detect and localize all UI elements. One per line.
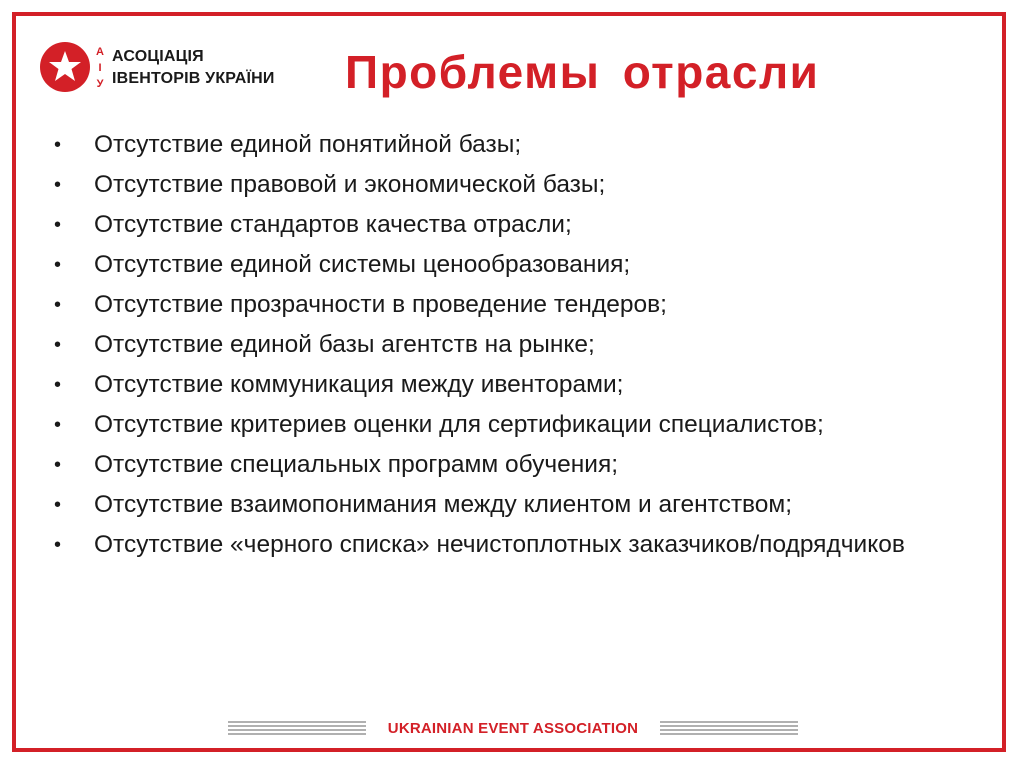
footer [228, 718, 798, 744]
bullet-marker: • [54, 454, 62, 476]
bullet-marker: • [54, 254, 62, 276]
list-item [50, 528, 982, 562]
list-item [50, 488, 982, 522]
logo-vertical-letters [95, 44, 105, 92]
bullet-marker: • [54, 294, 62, 316]
bullet-marker: • [54, 374, 62, 396]
bullet-marker: • [54, 414, 62, 436]
logo-text [112, 46, 275, 90]
list-item [50, 128, 982, 162]
list-item-text: Отсутствие стандартов качества отрасли; [94, 211, 572, 238]
logo-letter: А [96, 46, 104, 58]
list-item [50, 328, 982, 362]
page-title: Проблемы отрасли [345, 46, 820, 98]
bullet-marker: • [54, 494, 62, 516]
list-item [50, 408, 982, 442]
list-item [50, 288, 982, 322]
list-item-text: Отсутствие специальных программ обучения; [94, 451, 619, 478]
association-logo [40, 40, 275, 96]
footer-text: UKRAINIAN EVENT ASSOCIATION [387, 720, 639, 737]
list-item-text: Отсутствие единой системы ценообразования; [94, 251, 631, 278]
bullet-marker: • [54, 174, 62, 196]
bullet-marker: • [54, 334, 62, 356]
bullet-marker: • [54, 534, 62, 556]
list-item [50, 248, 982, 282]
logo-line-2: ІВЕНТОРІВ УКРАЇНИ [112, 70, 275, 87]
logo-letter: І [98, 62, 102, 74]
footer-lines-right [660, 721, 798, 739]
list-item [50, 168, 982, 202]
bullet-marker: • [54, 134, 62, 156]
list-item [50, 368, 982, 402]
list-item-text: Отсутствие правовой и экономической базы; [94, 171, 606, 198]
bullet-marker: • [54, 214, 62, 236]
list-item-text: Отсутствие «черного списка» нечистоплотных заказчиков/подрядчиков [94, 531, 905, 558]
logo-letter: У [96, 78, 104, 90]
list-item-text: Отсутствие взаимопонимания между клиентом и агентством; [94, 491, 793, 518]
list-item [50, 208, 982, 242]
list-item-text: Отсутствие единой понятийной базы; [94, 131, 522, 158]
bullet-list [50, 128, 982, 568]
list-item-text: Отсутствие критериев оценки для сертификации специалистов; [94, 411, 824, 438]
list-item [50, 448, 982, 482]
footer-lines-left [228, 721, 366, 739]
star-icon [40, 42, 90, 92]
logo-line-1: АСОЦІАЦІЯ [112, 48, 204, 65]
list-item-text: Отсутствие единой базы агентств на рынке; [94, 331, 595, 358]
list-item-text: Отсутствие коммуникация между ивенторами; [94, 371, 624, 398]
list-item-text: Отсутствие прозрачности в проведение тендеров; [94, 291, 667, 318]
